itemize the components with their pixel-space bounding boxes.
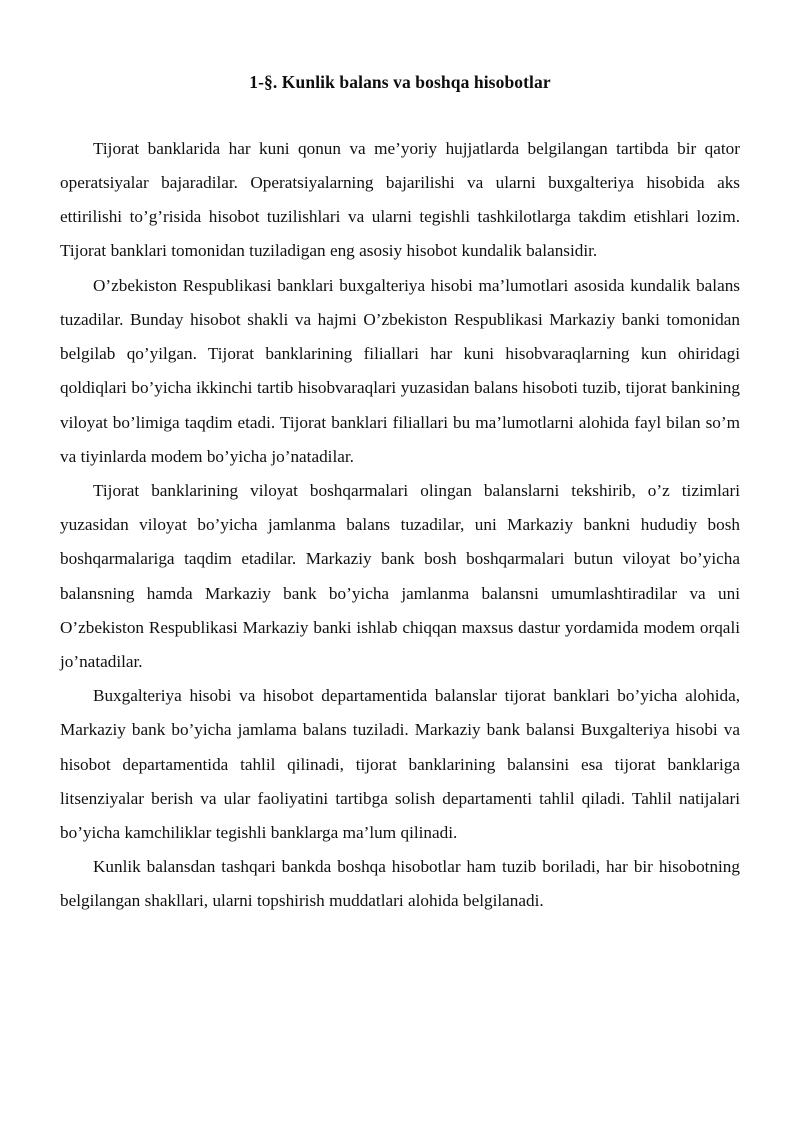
paragraph: Kunlik balansdan tashqari bankda boshqa hisobotlar ham tuzib boriladi, har bir hisobotning belgilangan shakllari, ularni topshirish muddatlari alohida belgilanadi. (60, 857, 740, 911)
paragraph: Tijorat banklarida har kuni qonun va me’yoriy hujjatlarda belgilangan tartibda bir qator operatsiyalar bajaradilar. Operatsiyalarning bajarilishi va ularni buxgalteriya hisobida aks ettirilishi to’g’risida hisobot tuzilishlari va ularni tegishli tashkilotlarga takdim etishlari lozim. Tijorat banklari tomonidan tuziladigan eng asosiy hisobot kundalik balansidir. (60, 138, 740, 261)
paragraph: O’zbekiston Respublikasi banklari buxgalteriya hisobi ma’lumotlari asosida kundalik balans tuzadilar. Bunday hisobot shakli va hajmi O’zbekiston Respublikasi Markaziy banki tomonidan belgilab qo’yilgan. Tijorat banklarining filiallari har kuni hisobvaraqlarning kun ohiridagi qoldiqlari bo’yicha ikkinchi tartib hisobvaraqlari yuzasidan balans hisoboti tuzib, tijorat bankining viloyat bo’limiga taqdim etadi. Tijorat banklari filiallari bu ma’lumotlarni alohida fayl bilan so’m va tiyinlarda modem bo’yicha jo’natadilar. (60, 275, 740, 466)
page-content (60, 0, 740, 919)
paragraph: Tijorat banklarining viloyat boshqarmalari olingan balanslarni tekshirib, o’z tizimlari yuzasidan viloyat bo’yicha jamlanma balans tuzadilar, uni Markaziy bankni hududiy bosh boshqarmalariga taqdim etadilar. Markaziy bank bosh boshqarmalari butun viloyat bo’yicha balansning hamda Markaziy bank bo’yicha jamlanma balansni umumlashtiradilar va uni O’zbekiston Respublikasi Markaziy banki ishlab chiqqan maxsus dastur yordamida modem orqali jo’natadilar. (60, 480, 740, 671)
paragraph: Buxgalteriya hisobi va hisobot departamentida balanslar tijorat banklari bo’yicha alohida, Markaziy bank bo’yicha jamlama balans tuziladi. Markaziy bank balansi Buxgalteriya hisobi va hisobot departamentida tahlil qilinadi, tijorat banklarining balansini esa tijorat banklariga litsenziyalar berish va ular faoliyatini tartibga solish departamenti tahlil qiladi. Tahlil natijalari bo’yicha kamchiliklar tegishli banklarga ma’lum qilinadi. (60, 686, 740, 842)
document-body (60, 132, 740, 919)
page-title: 1-§. Kunlik balans va boshqa hisobotlar (249, 72, 551, 92)
